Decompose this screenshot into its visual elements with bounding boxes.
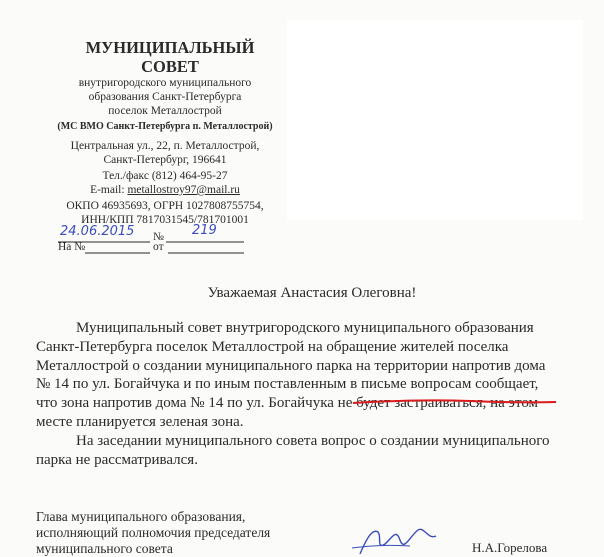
salutation-text: Уважаемая Анастасия Олеговна! [207,285,417,301]
red-underline [353,400,556,403]
email-label: E-mail: [90,184,128,196]
p1-line-2: Санкт-Петербурга поселок Металлострой на обращение жителей поселка [36,338,509,355]
signature-title-line-2: исполняющий полномочия председателя [36,525,271,540]
p2-line-1: На заседании муниципального совета вопрос о создании муниципального [76,433,550,449]
number-sign: № [153,231,164,243]
org-subtitle-line-2: образования Санкт-Петербурга [88,91,242,103]
org-title-line-2: СОВЕТ [141,57,199,76]
signature-title-line-3: муниципального совета [36,541,173,556]
address-line-2: Санкт-Петербург, 196641 [103,154,227,166]
org-title-line-1: МУНИЦИПАЛЬНЫЙ [85,38,255,57]
codes-line-2: ИНН/КПП 7817031545/781701001 [81,214,249,226]
address-line-1: Центральная ул., 22, п. Металлострой, [70,140,260,152]
p1-line-5: что зона напротив дома № 14 по ул. Богайчука не будет застраиваться, на этом [36,395,539,412]
org-subtitle-line-3: поселок Металлострой [108,105,222,117]
signature-stroke [352,545,410,548]
org-abbreviation-text: (МС ВМО Санкт-Петербурга п. Металлострой) [57,121,273,132]
signatory-name-text: Н.А.Горелова [472,540,548,555]
number-value: 219 [192,223,217,238]
date-value: 24.06.2015 [60,224,135,239]
p1-line-3: Металлострой о создании муниципального парка на территории напротив дома [36,357,546,374]
p1-line-1: Муниципальный совет внутригородского муниципального образования [76,320,534,336]
org-subtitle-line-1: внутригородского муниципального [78,77,252,89]
from-text: от [153,241,164,253]
signature-title-line-1: Глава муниципального образования, [36,509,246,524]
codes-line-1: ОКПО 46935693, ОГРН 1027808755754, [66,200,264,212]
signature-scribble [360,529,436,554]
p1-line-4: № 14 по ул. Богайчука и по иным поставленным в письме вопросам сообщает, [36,376,539,393]
on-no-label: На № [58,241,86,253]
email-link[interactable]: metallostroy97@mail.ru [127,184,240,196]
p2-line-2: парка не рассматривался. [36,451,198,468]
p1-line-6: месте планируется зеленая зона. [36,413,244,430]
phone-text: Тел./факс (812) 464-95-27 [102,170,228,182]
